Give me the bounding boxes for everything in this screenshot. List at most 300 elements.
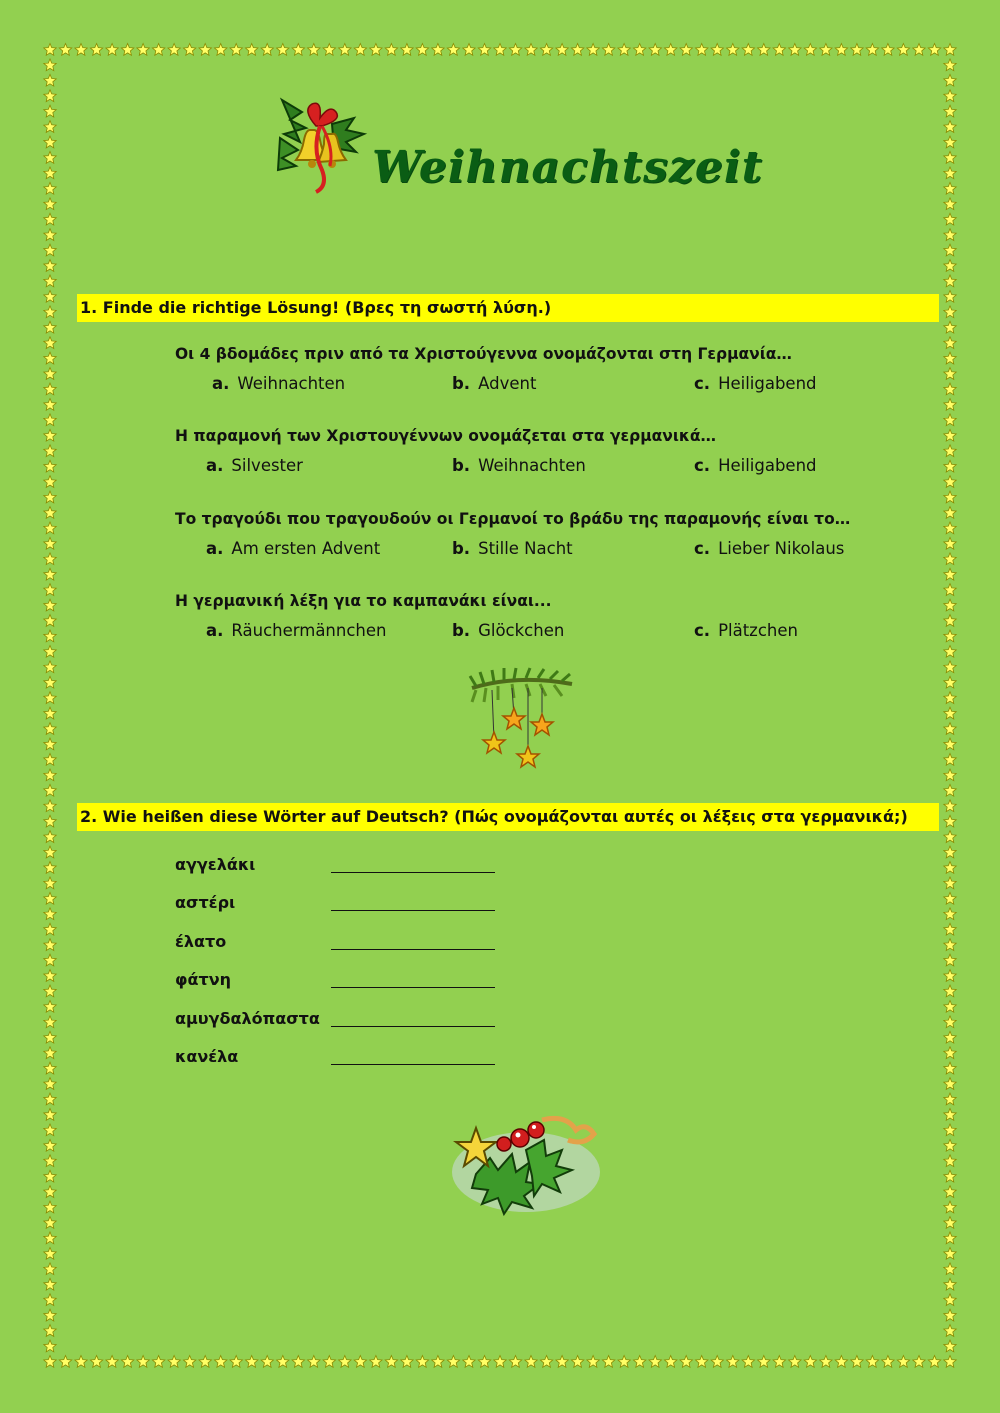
border-star bbox=[944, 44, 956, 56]
border-star bbox=[944, 784, 956, 796]
border-star bbox=[354, 1356, 366, 1368]
border-star bbox=[944, 661, 956, 673]
border-star bbox=[44, 661, 56, 673]
border-star bbox=[944, 985, 956, 997]
border-star bbox=[137, 44, 149, 56]
border-star bbox=[308, 44, 320, 56]
border-star bbox=[773, 44, 785, 56]
border-star bbox=[509, 44, 521, 56]
border-star bbox=[44, 44, 56, 56]
vocab-word: αμυγδαλόπαστα bbox=[175, 1009, 320, 1028]
border-star bbox=[680, 44, 692, 56]
border-star bbox=[44, 1340, 56, 1352]
border-star bbox=[59, 1356, 71, 1368]
border-star bbox=[944, 939, 956, 951]
border-star bbox=[944, 491, 956, 503]
border-star bbox=[246, 44, 258, 56]
border-star bbox=[261, 1356, 273, 1368]
q1-option-a[interactable]: a. Weihnachten bbox=[212, 374, 346, 393]
border-star bbox=[44, 105, 56, 117]
border-star bbox=[44, 383, 56, 395]
border-star bbox=[602, 44, 614, 56]
border-star bbox=[944, 723, 956, 735]
border-star bbox=[463, 1356, 475, 1368]
border-star bbox=[44, 1294, 56, 1306]
border-star bbox=[944, 1047, 956, 1059]
border-star bbox=[44, 476, 56, 488]
border-star bbox=[944, 692, 956, 704]
border-star bbox=[44, 1170, 56, 1182]
border-star bbox=[944, 275, 956, 287]
border-star bbox=[59, 44, 71, 56]
border-star bbox=[944, 59, 956, 71]
border-star bbox=[944, 476, 956, 488]
q4-option-a[interactable]: a. Räuchermännchen bbox=[206, 621, 387, 640]
border-star bbox=[944, 429, 956, 441]
border-star bbox=[121, 1356, 133, 1368]
border-star bbox=[944, 1325, 956, 1337]
border-star bbox=[277, 44, 289, 56]
border-star bbox=[44, 568, 56, 580]
border-star bbox=[44, 414, 56, 426]
border-star bbox=[944, 1278, 956, 1290]
vocab-word: αγγελάκι bbox=[175, 855, 256, 874]
border-star bbox=[944, 954, 956, 966]
border-star bbox=[944, 260, 956, 272]
border-star bbox=[44, 815, 56, 827]
border-star bbox=[944, 1263, 956, 1275]
border-star bbox=[944, 445, 956, 457]
q4-option-b[interactable]: b. Glöckchen bbox=[452, 621, 565, 640]
border-star bbox=[680, 1356, 692, 1368]
border-star bbox=[944, 1139, 956, 1151]
border-star bbox=[571, 44, 583, 56]
border-star bbox=[106, 1356, 118, 1368]
border-star bbox=[913, 1356, 925, 1368]
q2-option-a[interactable]: a. Silvester bbox=[206, 456, 303, 475]
border-star bbox=[665, 1356, 677, 1368]
border-star bbox=[44, 275, 56, 287]
border-star bbox=[44, 229, 56, 241]
border-star bbox=[587, 44, 599, 56]
border-star bbox=[928, 1356, 940, 1368]
border-star bbox=[944, 1062, 956, 1074]
question-2: Η παραμονή των Χριστουγέννων ονομάζεται στα γερμανικά… bbox=[175, 427, 717, 445]
border-star bbox=[44, 260, 56, 272]
border-star bbox=[711, 1356, 723, 1368]
border-star bbox=[44, 491, 56, 503]
border-star bbox=[401, 1356, 413, 1368]
border-star bbox=[928, 44, 940, 56]
border-star bbox=[509, 1356, 521, 1368]
border-star bbox=[44, 182, 56, 194]
border-star bbox=[665, 44, 677, 56]
border-star bbox=[944, 522, 956, 534]
border-star bbox=[385, 1356, 397, 1368]
border-star bbox=[121, 44, 133, 56]
border-star bbox=[525, 44, 537, 56]
section-2-heading: 2. Wie heißen diese Wörter auf Deutsch? (Πώς ονομάζονται αυτές οι λέξεις στα γερμανικά;) bbox=[77, 803, 939, 831]
border-star bbox=[773, 1356, 785, 1368]
border-star bbox=[44, 445, 56, 457]
border-star bbox=[44, 244, 56, 256]
border-star bbox=[44, 1139, 56, 1151]
border-star bbox=[44, 908, 56, 920]
border-star bbox=[696, 1356, 708, 1368]
border-star bbox=[152, 44, 164, 56]
border-star bbox=[944, 1186, 956, 1198]
border-star bbox=[44, 738, 56, 750]
border-star bbox=[277, 1356, 289, 1368]
border-star bbox=[44, 707, 56, 719]
border-star bbox=[944, 383, 956, 395]
border-star bbox=[44, 337, 56, 349]
border-star bbox=[447, 44, 459, 56]
border-star bbox=[44, 599, 56, 611]
border-star bbox=[152, 1356, 164, 1368]
border-star bbox=[44, 136, 56, 148]
border-star bbox=[44, 59, 56, 71]
border-star bbox=[44, 1078, 56, 1090]
border-star bbox=[944, 1031, 956, 1043]
border-star bbox=[44, 723, 56, 735]
border-star bbox=[416, 1356, 428, 1368]
border-star bbox=[944, 553, 956, 565]
border-star bbox=[44, 198, 56, 210]
border-star bbox=[944, 846, 956, 858]
border-star bbox=[866, 1356, 878, 1368]
border-star bbox=[649, 1356, 661, 1368]
border-star bbox=[944, 1232, 956, 1244]
border-star bbox=[944, 198, 956, 210]
fir-branch-ornaments-icon bbox=[468, 666, 578, 778]
border-star bbox=[44, 954, 56, 966]
q3-option-b[interactable]: b. Stille Nacht bbox=[452, 539, 573, 558]
border-star bbox=[944, 1124, 956, 1136]
border-star bbox=[897, 44, 909, 56]
border-star bbox=[944, 1016, 956, 1028]
border-star bbox=[882, 44, 894, 56]
border-star bbox=[618, 44, 630, 56]
answer-blank[interactable] bbox=[331, 872, 495, 873]
border-star bbox=[944, 167, 956, 179]
border-star bbox=[944, 321, 956, 333]
border-star bbox=[44, 1278, 56, 1290]
border-star bbox=[230, 1356, 242, 1368]
border-star bbox=[44, 152, 56, 164]
border-star bbox=[944, 1093, 956, 1105]
border-star bbox=[44, 923, 56, 935]
border-star bbox=[44, 892, 56, 904]
border-star bbox=[354, 44, 366, 56]
border-star bbox=[944, 1340, 956, 1352]
border-star bbox=[44, 537, 56, 549]
border-star bbox=[44, 1325, 56, 1337]
border-star bbox=[649, 44, 661, 56]
border-star bbox=[44, 615, 56, 627]
border-star bbox=[215, 44, 227, 56]
border-star bbox=[494, 44, 506, 56]
border-star bbox=[820, 44, 832, 56]
border-star bbox=[44, 321, 56, 333]
border-star bbox=[944, 1217, 956, 1229]
border-star bbox=[184, 44, 196, 56]
q4-option-c[interactable]: c. Plätzchen bbox=[694, 621, 798, 640]
border-star bbox=[882, 1356, 894, 1368]
border-star bbox=[44, 1001, 56, 1013]
border-star bbox=[323, 44, 335, 56]
border-star bbox=[44, 846, 56, 858]
border-star bbox=[323, 1356, 335, 1368]
answer-blank[interactable] bbox=[331, 1026, 495, 1027]
border-star bbox=[215, 1356, 227, 1368]
border-star bbox=[44, 352, 56, 364]
border-star bbox=[944, 862, 956, 874]
border-star bbox=[944, 769, 956, 781]
border-star bbox=[90, 1356, 102, 1368]
border-star bbox=[261, 44, 273, 56]
border-star bbox=[944, 754, 956, 766]
border-star bbox=[587, 1356, 599, 1368]
border-star bbox=[944, 90, 956, 102]
holly-sprig-icon bbox=[446, 1110, 602, 1218]
border-star bbox=[540, 1356, 552, 1368]
question-3: Το τραγούδι που τραγουδούν οι Γερμανοί το βράδυ της παραμονής είναι το… bbox=[175, 510, 851, 528]
border-star bbox=[944, 892, 956, 904]
border-star bbox=[540, 44, 552, 56]
border-star bbox=[944, 707, 956, 719]
border-star bbox=[944, 738, 956, 750]
border-star bbox=[230, 44, 242, 56]
border-star bbox=[168, 1356, 180, 1368]
border-star bbox=[44, 291, 56, 303]
border-star bbox=[75, 1356, 87, 1368]
border-star bbox=[944, 121, 956, 133]
border-star bbox=[44, 507, 56, 519]
border-star bbox=[44, 1062, 56, 1074]
border-star bbox=[401, 44, 413, 56]
border-star bbox=[44, 769, 56, 781]
border-star bbox=[696, 44, 708, 56]
border-star bbox=[571, 1356, 583, 1368]
border-star bbox=[944, 831, 956, 843]
border-star bbox=[184, 1356, 196, 1368]
border-star bbox=[44, 121, 56, 133]
border-star bbox=[44, 1155, 56, 1167]
border-star bbox=[602, 1356, 614, 1368]
border-star bbox=[944, 507, 956, 519]
q2-option-c[interactable]: c. Heiligabend bbox=[694, 456, 817, 475]
border-star bbox=[44, 368, 56, 380]
border-star bbox=[44, 985, 56, 997]
border-star bbox=[44, 1109, 56, 1121]
border-star bbox=[944, 1294, 956, 1306]
border-star bbox=[944, 877, 956, 889]
border-star bbox=[44, 522, 56, 534]
border-star bbox=[339, 44, 351, 56]
page-title: Weihnachtszeit bbox=[372, 142, 763, 193]
border-star bbox=[944, 676, 956, 688]
border-star bbox=[308, 1356, 320, 1368]
border-star bbox=[44, 1356, 56, 1368]
border-star bbox=[339, 1356, 351, 1368]
border-star bbox=[742, 44, 754, 56]
border-star bbox=[820, 1356, 832, 1368]
border-star bbox=[106, 44, 118, 56]
q1-option-b[interactable]: b. Advent bbox=[452, 374, 537, 393]
border-star bbox=[944, 74, 956, 86]
border-star bbox=[44, 784, 56, 796]
border-star bbox=[525, 1356, 537, 1368]
border-star bbox=[944, 414, 956, 426]
border-star bbox=[944, 1356, 956, 1368]
border-star bbox=[447, 1356, 459, 1368]
border-star bbox=[944, 136, 956, 148]
q3-option-a[interactable]: a. Am ersten Advent bbox=[206, 539, 381, 558]
border-star bbox=[370, 44, 382, 56]
border-star bbox=[44, 1031, 56, 1043]
border-star bbox=[44, 1201, 56, 1213]
border-star bbox=[944, 1248, 956, 1260]
border-star bbox=[44, 1093, 56, 1105]
border-star bbox=[44, 862, 56, 874]
border-star bbox=[463, 44, 475, 56]
answer-blank[interactable] bbox=[331, 949, 495, 950]
border-star bbox=[944, 584, 956, 596]
border-star bbox=[385, 44, 397, 56]
border-star bbox=[944, 537, 956, 549]
answer-blank[interactable] bbox=[331, 1064, 495, 1065]
border-star bbox=[44, 877, 56, 889]
answer-blank[interactable] bbox=[331, 987, 495, 988]
border-star bbox=[944, 244, 956, 256]
border-star bbox=[292, 1356, 304, 1368]
border-star bbox=[432, 1356, 444, 1368]
q3-option-c[interactable]: c. Lieber Nikolaus bbox=[694, 539, 845, 558]
q2-option-b[interactable]: b. Weihnachten bbox=[452, 456, 586, 475]
border-star bbox=[944, 460, 956, 472]
border-star bbox=[44, 1047, 56, 1059]
border-star bbox=[851, 44, 863, 56]
border-star bbox=[758, 1356, 770, 1368]
border-star bbox=[44, 213, 56, 225]
border-star bbox=[944, 182, 956, 194]
border-star bbox=[44, 399, 56, 411]
border-star bbox=[416, 44, 428, 56]
border-star bbox=[44, 1124, 56, 1136]
border-star bbox=[90, 44, 102, 56]
border-star bbox=[804, 44, 816, 56]
border-star bbox=[556, 44, 568, 56]
border-star bbox=[944, 291, 956, 303]
border-star bbox=[44, 306, 56, 318]
border-star bbox=[44, 1263, 56, 1275]
border-star bbox=[44, 646, 56, 658]
border-star bbox=[944, 1170, 956, 1182]
border-star bbox=[44, 1016, 56, 1028]
border-star bbox=[944, 646, 956, 658]
border-star bbox=[851, 1356, 863, 1368]
border-star bbox=[944, 908, 956, 920]
border-star bbox=[478, 44, 490, 56]
border-star bbox=[168, 44, 180, 56]
christmas-bells-icon bbox=[272, 90, 372, 200]
border-star bbox=[370, 1356, 382, 1368]
border-star bbox=[44, 1217, 56, 1229]
border-star bbox=[292, 44, 304, 56]
border-star bbox=[44, 692, 56, 704]
border-star bbox=[44, 90, 56, 102]
vocab-word: φάτνη bbox=[175, 970, 232, 989]
answer-blank[interactable] bbox=[331, 910, 495, 911]
border-star bbox=[44, 167, 56, 179]
border-star bbox=[44, 754, 56, 766]
border-star bbox=[944, 599, 956, 611]
border-star bbox=[727, 1356, 739, 1368]
border-star bbox=[246, 1356, 258, 1368]
border-star bbox=[944, 105, 956, 117]
section-1-heading: 1. Finde die richtige Lösung! (Βρες τη σωστή λύση.) bbox=[77, 294, 939, 322]
border-star bbox=[789, 44, 801, 56]
border-star bbox=[758, 44, 770, 56]
q1-option-c[interactable]: c. Heiligabend bbox=[694, 374, 817, 393]
border-star bbox=[944, 1078, 956, 1090]
border-star bbox=[944, 1155, 956, 1167]
border-star bbox=[44, 831, 56, 843]
border-star bbox=[44, 800, 56, 812]
border-star bbox=[556, 1356, 568, 1368]
border-star bbox=[44, 460, 56, 472]
question-4: Η γερμανική λέξη για το καμπανάκι είναι... bbox=[175, 592, 552, 610]
border-star bbox=[835, 44, 847, 56]
border-star bbox=[75, 44, 87, 56]
border-star bbox=[634, 1356, 646, 1368]
border-star bbox=[944, 352, 956, 364]
border-star bbox=[44, 584, 56, 596]
border-star bbox=[44, 429, 56, 441]
border-star bbox=[944, 970, 956, 982]
border-star bbox=[44, 1248, 56, 1260]
border-star bbox=[44, 74, 56, 86]
vocab-word: έλατο bbox=[175, 932, 227, 951]
vocab-word: κανέλα bbox=[175, 1047, 239, 1066]
border-star bbox=[866, 44, 878, 56]
border-star bbox=[804, 1356, 816, 1368]
border-star bbox=[944, 615, 956, 627]
border-star bbox=[44, 630, 56, 642]
border-star bbox=[44, 939, 56, 951]
border-star bbox=[44, 553, 56, 565]
border-star bbox=[944, 152, 956, 164]
border-star bbox=[727, 44, 739, 56]
border-star bbox=[44, 970, 56, 982]
border-star bbox=[789, 1356, 801, 1368]
border-star bbox=[944, 568, 956, 580]
border-star bbox=[944, 923, 956, 935]
border-star bbox=[944, 1109, 956, 1121]
border-star bbox=[137, 1356, 149, 1368]
border-star bbox=[199, 44, 211, 56]
border-star bbox=[944, 800, 956, 812]
border-star bbox=[44, 1232, 56, 1244]
border-star bbox=[634, 44, 646, 56]
border-star bbox=[944, 1309, 956, 1321]
title-block bbox=[272, 90, 812, 220]
border-star bbox=[44, 1309, 56, 1321]
border-star bbox=[944, 1201, 956, 1213]
border-star bbox=[199, 1356, 211, 1368]
border-star bbox=[944, 630, 956, 642]
